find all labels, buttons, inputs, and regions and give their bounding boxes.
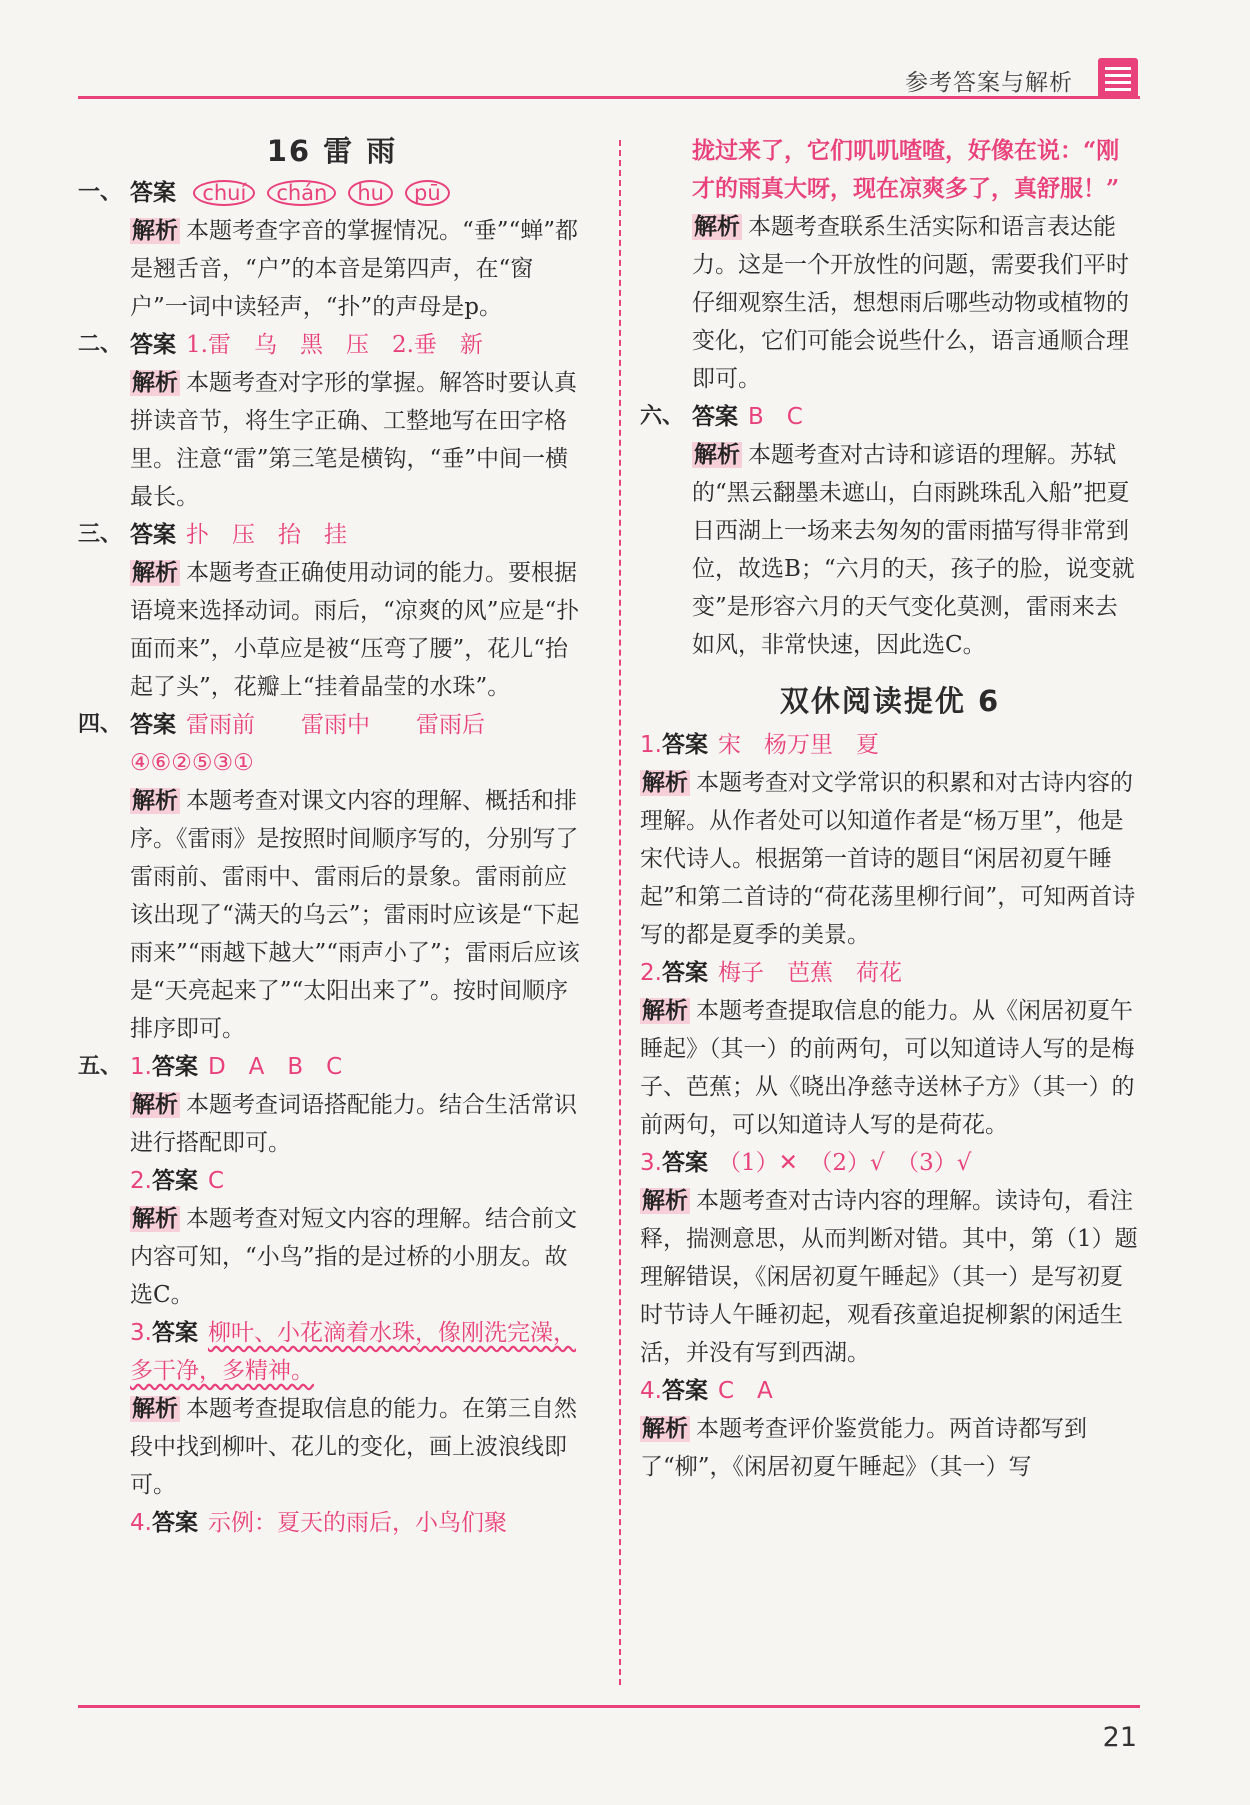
answer-text: D A B C (207, 1054, 343, 1080)
analysis-text: 本题考查对文学常识的积累和对古诗内容的理解。从作者处可以知道作者是“杨万里”，他是宋代诗人。根据第一首诗的题目“闲居初夏午睡起”和第二首诗的“荷花荡里柳行间”，可知两首诗写的都是夏季的美景。 (640, 770, 1136, 948)
sub-number: 3. (130, 1320, 152, 1346)
question-number: 五、 (78, 1054, 123, 1079)
page-number: 21 (1102, 1722, 1137, 1753)
analysis-label: 解析 (132, 560, 178, 586)
analysis-label: 解析 (132, 1396, 178, 1422)
sub-number: 4. (130, 1510, 152, 1536)
analysis-text: 本题考查对课文内容的理解、概括和排序。《雷雨》是按照时间顺序写的，分别写了雷雨前、雷雨中、雷雨后的景象。雷雨前应该出现了“满天的乌云”；雷雨时应该是“下起雨来”“雨越下越大”“雨声小了”；雷雨后应该是“天亮起来了”“太阳出来了”。按时间顺序排序即可。 (130, 788, 580, 1042)
footer-rule (78, 1705, 1140, 1708)
left-column (78, 132, 586, 1542)
answer-text: 1.雷 乌 黑 压 2.垂 新 (186, 332, 483, 358)
analysis-label: 解析 (132, 370, 178, 396)
analysis-text: 本题考查联系生活实际和语言表达能力。这是一个开放性的问题，需要我们平时仔细观察生活，想想雨后哪些动物或植物的变化，它们可能会说些什么，语言通顺合理即可。 (692, 214, 1129, 392)
analysis-label: 解析 (132, 1092, 178, 1118)
question-number: 一、 (78, 180, 123, 205)
analysis-label: 解析 (642, 770, 688, 796)
answer-sequence: ④⑥②⑤③① (130, 750, 254, 776)
header-title: 参考答案与解析 (905, 70, 1073, 96)
reading-question-3 (640, 1144, 1140, 1372)
question-5-continued (640, 132, 1140, 398)
question-6 (640, 398, 1140, 664)
analysis-label: 解析 (132, 218, 178, 244)
analysis-text: 本题考查正确使用动词的能力。要根据语境来选择动词。雨后，“凉爽的风”应是“扑面而来”，小草应是被“压弯了腰”，花儿“抬起了头”，花瓣上“挂着晶莹的水珠”。 (130, 560, 580, 700)
question-4 (78, 706, 586, 1048)
answer-label: 答案 (130, 180, 176, 206)
analysis-text: 本题考查评价鉴赏能力。两首诗都写到了“柳”，《闲居初夏午睡起》（其一）写 (640, 1416, 1087, 1480)
analysis-text: 本题考查提取信息的能力。在第三自然段中找到柳叶、花儿的变化，画上波浪线即可。 (130, 1396, 577, 1498)
analysis-label: 解析 (132, 1206, 178, 1232)
pinyin-answer: pū (405, 180, 450, 206)
reading-question-4 (640, 1372, 1140, 1486)
sub-number: 4. (640, 1378, 662, 1404)
answer-text: C A (717, 1378, 773, 1404)
question-1 (78, 174, 586, 326)
right-column (640, 132, 1140, 1486)
analysis-label: 解析 (642, 998, 688, 1024)
answer-label: 答案 (151, 1054, 198, 1080)
answer-text: （1）✕ （2）√ （3）√ (717, 1150, 972, 1176)
lesson-title: 16 雷 雨 (266, 134, 398, 168)
answer-text: 拢过来了，它们叽叽喳喳，好像在说：“刚才的雨真大呀，现在凉爽多了，真舒服！” (692, 137, 1120, 202)
answer-text: C (207, 1168, 225, 1194)
analysis-text: 本题考查提取信息的能力。从《闲居初夏午睡起》（其一）的前两句，可以知道诗人写的是梅子、芭蕉；从《晓出净慈寺送林子方》（其一）的前两句，可以知道诗人写的是荷花。 (640, 998, 1135, 1138)
answer-text: 宋 杨万里 夏 (717, 732, 879, 758)
sub-number: 3. (640, 1150, 662, 1176)
answer-label: 答案 (130, 332, 176, 358)
answer-label: 答案 (151, 1320, 198, 1346)
answer-text: 扑 压 抬 挂 (186, 522, 347, 548)
analysis-text: 本题考查对古诗和谚语的理解。苏轼的“黑云翻墨未遮山，白雨跳珠乱入船”把夏日西湖上一场来去匆匆的雷雨描写得非常到位，故选B；“六月的天，孩子的脸，说变就变”是形容六月的天气变化莫测，雷雨来去如风，非常快速，因此选C。 (692, 442, 1135, 658)
analysis-text: 本题考查对短文内容的理解。结合前文内容可知，“小鸟”指的是过桥的小朋友。故选C。 (130, 1206, 577, 1308)
question-number: 三、 (78, 522, 123, 547)
answer-text: B C (748, 404, 803, 430)
reading-question-1 (640, 726, 1140, 954)
sub-number: 2. (640, 960, 662, 986)
reading-question-2 (640, 954, 1140, 1144)
answer-label: 答案 (661, 960, 708, 986)
answer-label: 答案 (151, 1510, 198, 1536)
answer-label: 答案 (151, 1168, 198, 1194)
question-number: 四、 (78, 712, 123, 737)
answer-label: 答案 (661, 732, 708, 758)
sub-number: 2. (130, 1168, 152, 1194)
analysis-label: 解析 (642, 1188, 688, 1214)
answer-text: 雷雨前 雷雨中 雷雨后 (186, 712, 485, 738)
analysis-label: 解析 (132, 788, 178, 814)
answer-text: 梅子 芭蕉 荷花 (717, 960, 902, 986)
question-2 (78, 326, 586, 516)
question-3 (78, 516, 586, 706)
analysis-label: 解析 (694, 442, 740, 468)
answer-text: 柳叶、小花滴着水珠，像刚洗完澡，多干净，多精神。 (130, 1320, 576, 1384)
header-rule (78, 96, 1140, 99)
answer-label: 答案 (692, 404, 738, 430)
pinyin-answer: chán (267, 180, 336, 206)
sub-number: 1. (130, 1054, 152, 1080)
analysis-text: 本题考查对古诗内容的理解。读诗句，看注释，揣测意思，从而判断对错。其中，第（1）题理解错误，《闲居初夏午睡起》（其一）是写初夏时节诗人午睡初起，观看孩童追捉柳絮的闲适生活，并没有写到西湖。 (640, 1188, 1138, 1366)
answer-label: 答案 (130, 712, 176, 738)
analysis-label: 解析 (642, 1416, 688, 1442)
pinyin-answer: hu (348, 180, 393, 206)
answer-text: 示例：夏天的雨后，小鸟们聚 (207, 1510, 507, 1536)
pinyin-answer: chuí (193, 180, 255, 206)
question-number: 六、 (640, 404, 685, 429)
book-icon (1098, 58, 1138, 98)
column-divider (619, 140, 621, 1685)
answer-label: 答案 (130, 522, 176, 548)
analysis-text: 本题考查词语搭配能力。结合生活常识进行搭配即可。 (130, 1092, 577, 1156)
analysis-label: 解析 (694, 214, 740, 240)
question-5 (78, 1048, 586, 1542)
section-title: 双休阅读提优 6 (779, 684, 1001, 718)
analysis-text: 本题考查对字形的掌握。解答时要认真拼读音节，将生字正确、工整地写在田字格里。注意“雷”第三笔是横钩，“垂”中间一横最长。 (130, 370, 577, 510)
analysis-text: 本题考查字音的掌握情况。“垂”“蝉”都是翘舌音，“户”的本音是第四声，在“窗户”一词中读轻声，“扑”的声母是p。 (130, 218, 579, 320)
question-number: 二、 (78, 332, 123, 357)
answer-label: 答案 (661, 1378, 708, 1404)
sub-number: 1. (640, 732, 662, 758)
answer-label: 答案 (661, 1150, 708, 1176)
